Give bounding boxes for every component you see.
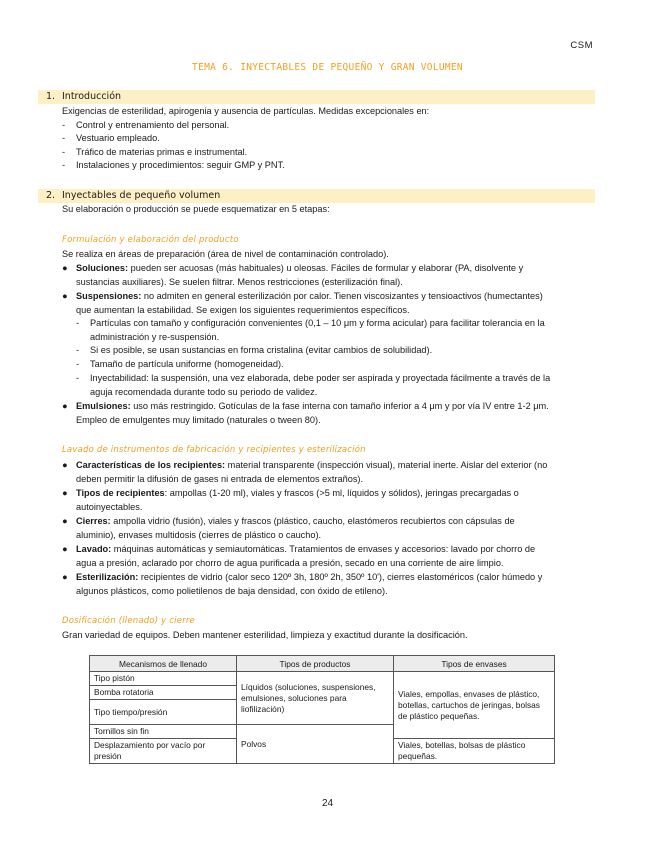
section-number: 1. [46, 91, 56, 102]
page-number: 24 [321, 798, 334, 809]
subheading: Dosificación (llenado) y cierre [62, 616, 195, 626]
bullet-item: ● Tipos de recipientes: ampollas (1-20 ml), viales y frascos (>5 ml, líquidos y sólidos), jeringas precargadas o autoinyectables. [62, 488, 519, 512]
column-header: Mecanismos de llenado [90, 656, 237, 672]
section-2-heading [46, 190, 220, 201]
subheading: Formulación y elaboración del producto [62, 235, 239, 245]
sub-list-item: - Tamaño de partícula uniforme (homogeneidad). [76, 359, 284, 369]
bullet-item: ● Soluciones: pueden ser acuosas (más habituales) u oleosas. Fáciles de formular y elaborar (PA, disolvente y sustancias auxiliares). Se suelen filtrar. Menos restricciones (esterilización final). [62, 263, 524, 287]
section-1-heading [46, 91, 121, 102]
table-cell: Tipo tiempo/presión [90, 700, 237, 725]
section-number: 2. [46, 190, 56, 201]
section-title: Introducción [62, 91, 122, 102]
paragraph: Su elaboración o producción se puede esquematizar en 5 etapas: [62, 204, 330, 214]
section-1-highlight [38, 90, 595, 104]
table-cell: Tornillos sin fin [90, 725, 237, 739]
sub-list-item: - Si es posible, se usan sustancias en forma cristalina (evitar cambios de solubilidad). [76, 345, 433, 355]
bullet-item: ● Esterilización: recipientes de vidrio (calor seco 120º 3h, 180º 2h, 350º 10'), cierres elastoméricos (calor húmedo y algunos plásticos, como polietilenos de baja densidad, con óxido de etileno). [62, 572, 543, 596]
filling-table [89, 655, 555, 764]
sub-list-item: - Partículas con tamaño y configuración convenientes (0,1 – 10 μm y forma acicular) para facilitar tolerancia en la administración y re-suspensión. [76, 318, 545, 342]
list-item: - Tráfico de materias primas e instrumental. [62, 147, 248, 157]
sub-list-item: - Inyectabilidad: la suspensión, una vez elaborada, debe poder ser aspirada y proyectada fácilmente a través de la aguja recomendada durante todo su periodo de validez. [76, 373, 551, 397]
list-item: - Control y entrenamiento del personal. [62, 120, 230, 130]
table-cell: Viales, botellas, bolsas de plástico pequeñas. [394, 739, 555, 764]
column-header: Tipos de productos [237, 656, 394, 672]
paragraph: Se realiza en áreas de preparación (área de nivel de contaminación controlado). [62, 249, 389, 259]
bullet-item: ● Características de los recipientes: material transparente (inspección visual), material inerte. Aislar del exterior (no deben permitir la difusión de gases ni entrada de elementos extraños). [62, 460, 548, 484]
table-cell: Líquidos (soluciones, suspensiones, emulsiones, soluciones para liofilización) [237, 672, 394, 725]
paragraph: Exigencias de esterilidad, apirogenia y ausencia de partículas. Medidas excepcionales en: [62, 106, 430, 116]
list-item: - Instalaciones y procedimientos: seguir GMP y PNT. [62, 160, 285, 170]
page-title: TEMA 6. INYECTABLES DE PEQUEÑO Y GRAN VOLUMEN [192, 62, 463, 73]
column-header: Tipos de envases [394, 656, 555, 672]
section-title: Inyectables de pequeño volumen [62, 190, 221, 201]
table-row [90, 672, 555, 686]
table-cell: Viales, empollas, envases de plástico, botellas, cartuchos de jeringas, bolsas de plástico pequeñas. [394, 672, 555, 739]
bullet-item: ● Cierres: ampolla vidrio (fusión), viales y frascos (plástico, caucho, elastómeros recubiertos con cápsulas de aluminio), envases multidosis (cierres de plástico o caucho). [62, 516, 515, 540]
table-cell: Tipo pistón [90, 672, 237, 686]
author-tag: CSM [570, 40, 593, 51]
table-header-row [90, 656, 555, 672]
table-cell: Desplazamiento por vacío por presión [90, 739, 237, 764]
table-cell: Polvos [237, 725, 394, 764]
subheading: Lavado de instrumentos de fabricación y recipientes y esterilización [62, 445, 366, 455]
bullet-item: ● Suspensiones: no admiten en general esterilización por calor. Tienen viscosizantes y tensioactivos (humectantes) que aumentan la estabilidad. Se exigen los siguientes requerimientos específicos. [62, 291, 543, 315]
bullet-item: ● Emulsiones: uso más restringido. Gotículas de la fase interna con tamaño inferior a 4 μm y por vía IV entre 1-2 μm. Empleo de emulgentes muy limitado (naturales o tween 80). [62, 401, 549, 425]
list-item: - Vestuario empleado. [62, 133, 160, 143]
paragraph: Gran variedad de equipos. Deben mantener esterilidad, limpieza y exactitud durante la dosificación. [62, 630, 468, 640]
table-cell: Bomba rotatoria [90, 686, 237, 700]
bullet-item: ● Lavado: máquinas automáticas y semiautomáticas. Tratamientos de envases y accesorios: lavado por chorro de agua a presión, aclarado por chorro de agua purificada a presión, secado en una corriente de aire limpio. [62, 544, 536, 568]
